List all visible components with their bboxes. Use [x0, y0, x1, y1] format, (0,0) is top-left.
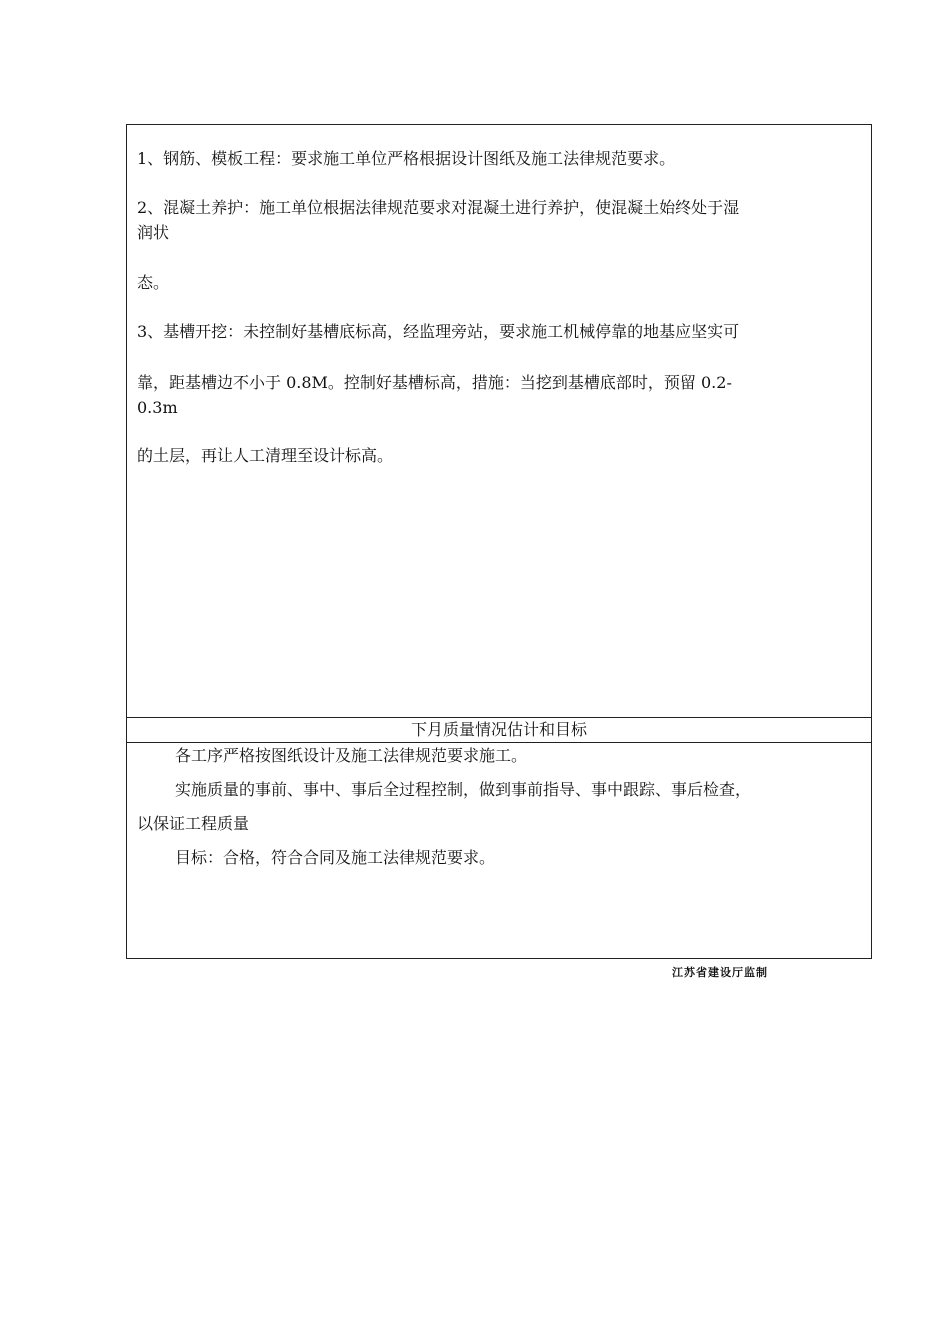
- current-month-quality-section: [127, 125, 871, 717]
- note-line: 2、混凝土养护：施工单位根据法律规范要求对混凝土进行养护，使混凝土始终处于湿: [137, 198, 740, 217]
- issuer-note: 江苏省建设厅监制: [672, 966, 768, 979]
- note-line: 3、基槽开挖：未控制好基槽底标高，经监理旁站，要求施工机械停靠的地基应坚实可: [137, 322, 740, 341]
- note-line: 润状: [137, 223, 170, 242]
- note-line: 态。: [137, 273, 170, 292]
- next-month-goals-section: [127, 743, 871, 958]
- note-line: 的土层，再让人工清理至设计标高。: [137, 446, 394, 465]
- goal-line: 以保证工程质量: [137, 814, 250, 833]
- note-line: 靠，距基槽边不小于 0.8M。控制好基槽标高，措施：当挖到基槽底部时，预留 0.2-: [137, 373, 732, 392]
- note-line: 0.3m: [137, 398, 178, 417]
- next-month-header: 下月质量情况估计和目标: [127, 717, 871, 743]
- note-line: 1、钢筋、模板工程：要求施工单位严格根据设计图纸及施工法律规范要求。: [137, 149, 676, 168]
- quality-report-table: [126, 124, 872, 959]
- goal-line: 目标：合格，符合合同及施工法律规范要求。: [175, 848, 496, 867]
- goal-line: 各工序严格按图纸设计及施工法律规范要求施工。: [175, 746, 528, 765]
- goal-line: 实施质量的事前、事中、事后全过程控制，做到事前指导、事中跟踪、事后检查，: [175, 780, 752, 799]
